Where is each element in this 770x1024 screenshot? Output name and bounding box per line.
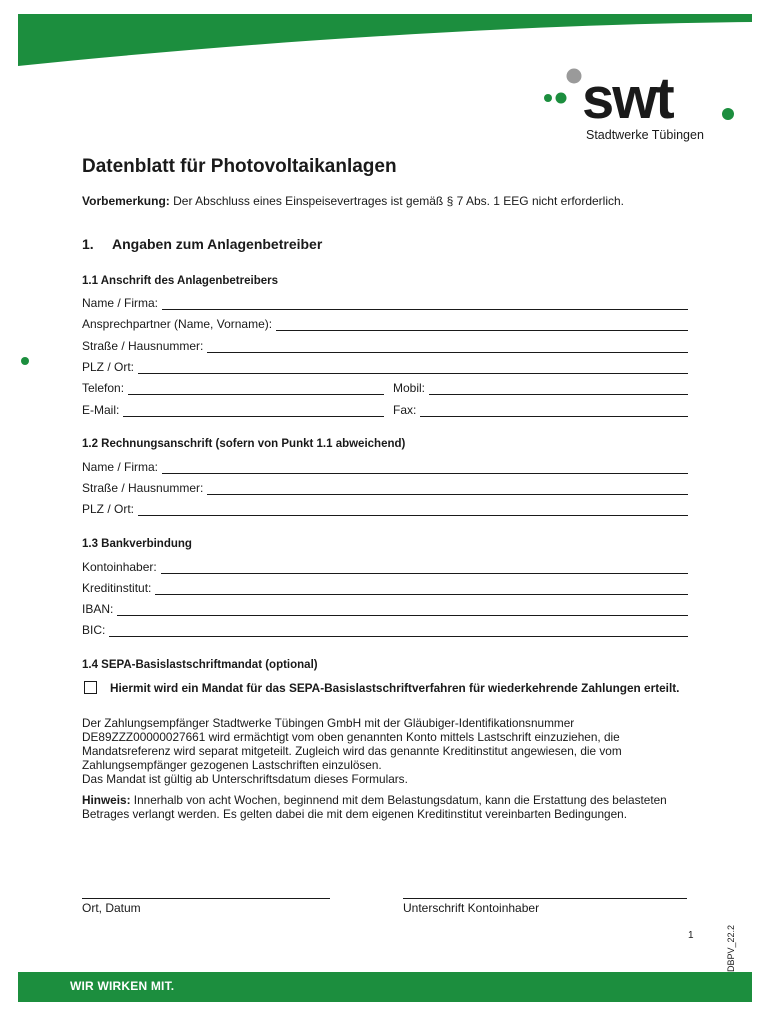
billing-name-label: Name / Firma:: [82, 460, 159, 474]
section-1-2-heading: 1.2 Rechnungsanschrift (sofern von Punkt 1.1 abweichend): [82, 438, 406, 450]
field-phone[interactable]: [82, 379, 384, 395]
field-fax-line[interactable]: [420, 404, 688, 417]
section-1-1-heading: 1.1 Anschrift des Anlagenbetreibers: [82, 275, 278, 287]
bank-holder[interactable]: [82, 558, 688, 574]
field-contact-label: Ansprechpartner (Name, Vorname):: [82, 317, 273, 331]
bank-bic-label: BIC:: [82, 623, 106, 637]
signature-label: Unterschrift Kontoinhaber: [403, 901, 540, 915]
page-number: 1: [688, 930, 694, 941]
sepa-mandate-text: Hiermit wird ein Mandat für das SEPA-Basislastschriftverfahren für wiederkehrende Zahlungen erteilt.: [110, 681, 680, 695]
sepa-mandate-paragraph: Der Zahlungsempfänger Stadtwerke Tübingen GmbH mit der Gläubiger-Identifikationsnummer DE89ZZZ00000027661 wird ermächtigt vom oben genannten Konto mittels Lastschrift einzuziehen, die Mandatsreferenz wird separat mitgeteilt. Zugleich wird das genannte Kreditinstitut angewiesen, die vom Zahlungsempfänger gezogenen Lastschriften einzulösen.: [82, 716, 622, 772]
field-name-label: Name / Firma:: [82, 296, 159, 310]
sepa-mandate-checkbox[interactable]: [84, 681, 97, 694]
field-fax[interactable]: [393, 401, 688, 417]
page-title: Datenblatt für Photovoltaikanlagen: [82, 156, 397, 177]
footer-slogan: WIR WIRKEN MIT.: [70, 979, 175, 993]
swt-logo: [538, 66, 738, 146]
field-name[interactable]: [82, 294, 688, 310]
header-swoosh: [18, 14, 752, 66]
section-1-4-heading: 1.4 SEPA-Basislastschriftmandat (optional): [82, 659, 318, 671]
bank-iban[interactable]: [82, 600, 688, 616]
field-street-label: Straße / Hausnummer:: [82, 339, 204, 353]
field-email[interactable]: [82, 401, 384, 417]
sepa-hint-label: Hinweis:: [82, 793, 131, 807]
field-mobile[interactable]: [393, 379, 688, 395]
section-1-3-heading: 1.3 Bankverbindung: [82, 538, 192, 550]
signature-line[interactable]: [403, 898, 687, 899]
field-city-label: PLZ / Ort:: [82, 360, 135, 374]
logo-subtitle: Stadtwerke Tübingen: [586, 128, 704, 142]
field-mobile-label: Mobil:: [393, 381, 426, 395]
billing-city[interactable]: [82, 500, 688, 516]
field-mobile-line[interactable]: [429, 382, 688, 395]
field-email-line[interactable]: [123, 404, 384, 417]
bank-holder-label: Kontoinhaber:: [82, 560, 157, 574]
field-contact-line[interactable]: [276, 318, 688, 331]
field-fax-label: Fax:: [393, 403, 417, 417]
field-email-label: E-Mail:: [82, 403, 120, 417]
prenote-text: Der Abschluss eines Einspeisevertrages ist gemäß § 7 Abs. 1 EEG nicht erforderlich.: [169, 194, 625, 208]
billing-street-label: Straße / Hausnummer:: [82, 481, 204, 495]
sepa-validity: Das Mandat ist gültig ab Unterschriftsdatum dieses Formulars.: [82, 772, 408, 786]
section-1-title: Angaben zum Anlagenbetreiber: [112, 236, 323, 252]
document-code: DBPV_22.2: [726, 924, 736, 972]
sepa-hint-text: Innerhalb von acht Wochen, beginnend mit dem Belastungsdatum, kann die Erstattung des belasteten Betrages verlangt werden. Es gelten dabei die mit dem eigenen Kreditinstitut vereinbarten Bedingungen.: [82, 793, 667, 821]
bank-iban-line[interactable]: [117, 603, 688, 616]
billing-street[interactable]: [82, 479, 688, 495]
bank-institute-label: Kreditinstitut:: [82, 581, 152, 595]
place-date-label: Ort, Datum: [82, 901, 141, 915]
bank-institute[interactable]: [82, 579, 688, 595]
bank-iban-label: IBAN:: [82, 602, 114, 616]
margin-dot: [21, 357, 29, 365]
field-street-line[interactable]: [207, 340, 688, 353]
section-1-number: 1.: [82, 236, 94, 252]
bank-holder-line[interactable]: [161, 561, 688, 574]
bank-bic-line[interactable]: [109, 624, 688, 637]
billing-street-line[interactable]: [207, 482, 688, 495]
field-name-line[interactable]: [162, 297, 688, 310]
prenote-label: Vorbemerkung:: [82, 194, 170, 208]
billing-city-label: PLZ / Ort:: [82, 502, 135, 516]
prenote: [82, 194, 624, 208]
field-city-line[interactable]: [138, 361, 688, 374]
footer-band: [18, 972, 752, 1002]
field-phone-line[interactable]: [128, 382, 384, 395]
billing-name[interactable]: [82, 458, 688, 474]
billing-city-line[interactable]: [138, 503, 688, 516]
field-contact[interactable]: [82, 315, 688, 331]
sepa-hint: [82, 793, 692, 821]
bank-institute-line[interactable]: [155, 582, 688, 595]
section-1-heading: [82, 236, 322, 252]
field-city[interactable]: [82, 358, 688, 374]
place-date-line[interactable]: [82, 898, 330, 899]
bank-bic[interactable]: [82, 621, 688, 637]
logo-wordmark: swt: [582, 66, 673, 128]
field-street[interactable]: [82, 337, 688, 353]
billing-name-line[interactable]: [162, 461, 688, 474]
field-phone-label: Telefon:: [82, 381, 125, 395]
